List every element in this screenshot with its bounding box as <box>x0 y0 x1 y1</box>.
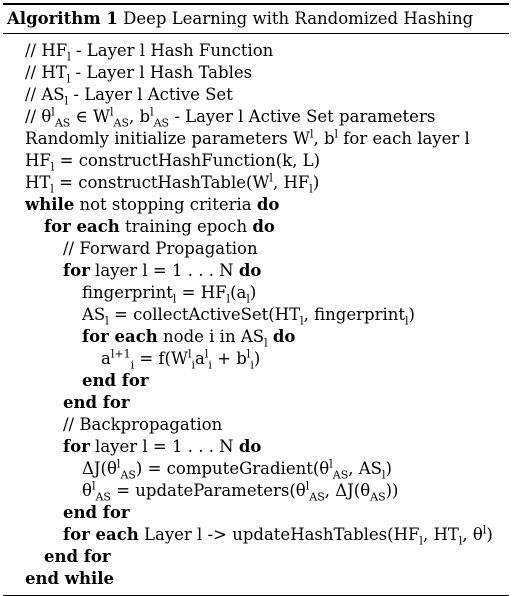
subscript: l <box>309 182 313 196</box>
subscript: i <box>208 358 212 372</box>
line-text: , HT <box>422 525 459 544</box>
superscript: l <box>150 105 154 119</box>
algorithm-body <box>3 34 509 595</box>
superscript: l <box>187 347 192 361</box>
line-text: , AS <box>348 459 382 478</box>
keyword: for each <box>44 217 120 236</box>
algorithm-line <box>3 304 509 326</box>
line-text: ) = computeGradient(θ <box>135 459 330 478</box>
line-text: // HT <box>25 63 67 82</box>
algorithm-line <box>3 326 509 348</box>
subscript: l <box>300 314 304 328</box>
algorithm-line <box>3 150 509 172</box>
subscript: l <box>264 336 268 350</box>
algorithm-line <box>3 524 509 546</box>
line-text: = constructHashTable(W <box>53 173 270 192</box>
superscript: l <box>334 127 339 141</box>
algorithm-block <box>3 3 509 596</box>
keyword: end for <box>82 371 149 390</box>
algorithm-line <box>3 238 509 260</box>
line-text: = collectActiveSet(HT <box>108 305 301 324</box>
algorithm-line <box>3 172 509 194</box>
algorithm-line <box>3 84 509 106</box>
line-text: training epoch <box>119 217 253 236</box>
algorithm-line <box>3 40 509 62</box>
subscript: l <box>172 292 177 306</box>
subscript: i <box>191 358 195 372</box>
subscript: l <box>246 292 250 306</box>
subscript: l <box>66 72 71 86</box>
subscript: l <box>50 160 55 174</box>
subscript: AS <box>95 490 111 504</box>
line-text: layer l = 1 . . . N <box>89 437 239 456</box>
subscript: AS <box>113 116 129 130</box>
line-text: // Backpropagation <box>63 415 223 434</box>
line-text: // AS <box>25 85 65 104</box>
keyword: end while <box>25 569 115 588</box>
algorithm-line <box>3 106 509 128</box>
line-text: AS <box>82 305 106 324</box>
line-text: , ΔJ(θ <box>324 481 371 500</box>
superscript: l <box>246 347 251 361</box>
algorithm-line <box>3 128 509 150</box>
line-text: HF <box>25 151 51 170</box>
subscript: l <box>67 50 71 64</box>
subscript: l <box>226 292 231 306</box>
keyword: end for <box>63 503 130 522</box>
line-text: = constructHashFunction(k, L) <box>54 151 321 170</box>
line-text: layer l = 1 . . . N <box>89 261 239 280</box>
subscript: i <box>250 358 254 372</box>
algorithm-line <box>3 392 509 414</box>
superscript: l+1 <box>110 347 131 361</box>
line-text: )) <box>385 481 399 500</box>
line-text: // Forward Propagation <box>63 239 258 258</box>
keyword: do <box>238 261 262 280</box>
algorithm-line <box>3 568 509 590</box>
algorithm-line <box>3 62 509 84</box>
algorithm-line <box>3 370 509 392</box>
keyword: for <box>63 437 90 456</box>
subscript: l <box>64 94 69 108</box>
line-text: ) <box>408 305 415 324</box>
keyword: do <box>272 327 296 346</box>
line-text: Randomly initialize parameters W <box>25 129 310 148</box>
line-text: , b <box>129 107 151 126</box>
subscript: l <box>405 314 409 328</box>
subscript: AS <box>370 490 386 504</box>
line-text: = HF <box>176 283 227 302</box>
algorithm-line <box>3 216 509 238</box>
line-text: ) <box>312 173 320 192</box>
superscript: l <box>269 171 273 185</box>
algorithm-line <box>3 414 509 436</box>
subscript: l <box>419 534 423 548</box>
subscript: AS <box>309 490 325 504</box>
keyword: do <box>238 437 262 456</box>
algorithm-line <box>3 194 509 216</box>
algorithm-line <box>3 480 509 502</box>
superscript: l <box>116 457 121 471</box>
keyword: do <box>256 195 280 214</box>
keyword: do <box>252 217 275 236</box>
line-text: - Layer l Active Set parameters <box>169 107 436 126</box>
line-text: , θ <box>462 525 483 544</box>
algorithm-line <box>3 260 509 282</box>
line-text: for each layer l <box>338 129 470 148</box>
line-text: + b <box>211 349 247 368</box>
algorithm-line <box>3 282 509 304</box>
line-text: - Layer l Active Set <box>68 85 233 104</box>
line-text: = f(W <box>134 349 188 368</box>
keyword: end for <box>44 547 111 566</box>
line-text: ) <box>253 349 261 368</box>
subscript: l <box>50 182 54 196</box>
line-text: (a <box>230 283 247 302</box>
superscript: l <box>51 105 55 119</box>
keyword: for each <box>63 525 139 544</box>
line-text: , fingerprint <box>303 305 405 324</box>
line-text: ∈ W <box>70 107 110 126</box>
superscript: l <box>482 523 487 537</box>
subscript: l <box>458 534 463 548</box>
subscript: AS <box>54 116 71 130</box>
keyword: end for <box>63 393 130 412</box>
keyword: for <box>63 261 90 280</box>
keyword: for each <box>82 327 158 346</box>
subscript: l <box>105 314 109 328</box>
line-text: // HF <box>25 41 68 60</box>
algorithm-line <box>3 348 509 370</box>
algorithm-line <box>3 436 509 458</box>
line-text: not stopping criteria <box>74 195 257 214</box>
line-text: ) <box>249 283 257 302</box>
line-text: a <box>101 349 111 368</box>
line-text: HT <box>25 173 51 192</box>
line-text: ) <box>486 525 493 544</box>
line-text: - Layer l Hash Tables <box>70 63 253 82</box>
keyword: while <box>25 195 75 214</box>
algorithm-line <box>3 458 509 480</box>
algorithm-label: Algorithm 1 <box>7 9 118 28</box>
line-text: = updateParameters(θ <box>110 481 306 500</box>
line-text: a <box>195 349 205 368</box>
subscript: AS <box>120 468 136 482</box>
line-text: Layer l -> updateHashTables(HF <box>138 525 420 544</box>
algorithm-line <box>3 502 509 524</box>
superscript: l <box>204 347 209 361</box>
line-text: - Layer l Hash Function <box>70 41 274 60</box>
superscript: l <box>309 127 314 141</box>
line-text: fingerprint <box>82 283 173 302</box>
superscript: l <box>305 479 310 493</box>
algorithm-title: Deep Learning with Randomized Hashing <box>123 9 474 28</box>
line-text: ΔJ(θ <box>82 459 117 478</box>
algorithm-line <box>3 546 509 568</box>
algorithm-caption <box>3 5 509 33</box>
subscript: AS <box>332 468 349 482</box>
line-text: , b <box>313 129 335 148</box>
line-text: θ <box>82 481 92 500</box>
line-text: , HF <box>272 173 310 192</box>
line-text: // θ <box>25 107 52 126</box>
superscript: l <box>109 105 114 119</box>
subscript: i <box>130 358 135 372</box>
subscript: l <box>381 468 386 482</box>
subscript: AS <box>153 116 170 130</box>
superscript: l <box>329 457 333 471</box>
line-text: ) <box>385 459 392 478</box>
superscript: l <box>91 479 96 493</box>
line-text: node i in AS <box>157 327 265 346</box>
